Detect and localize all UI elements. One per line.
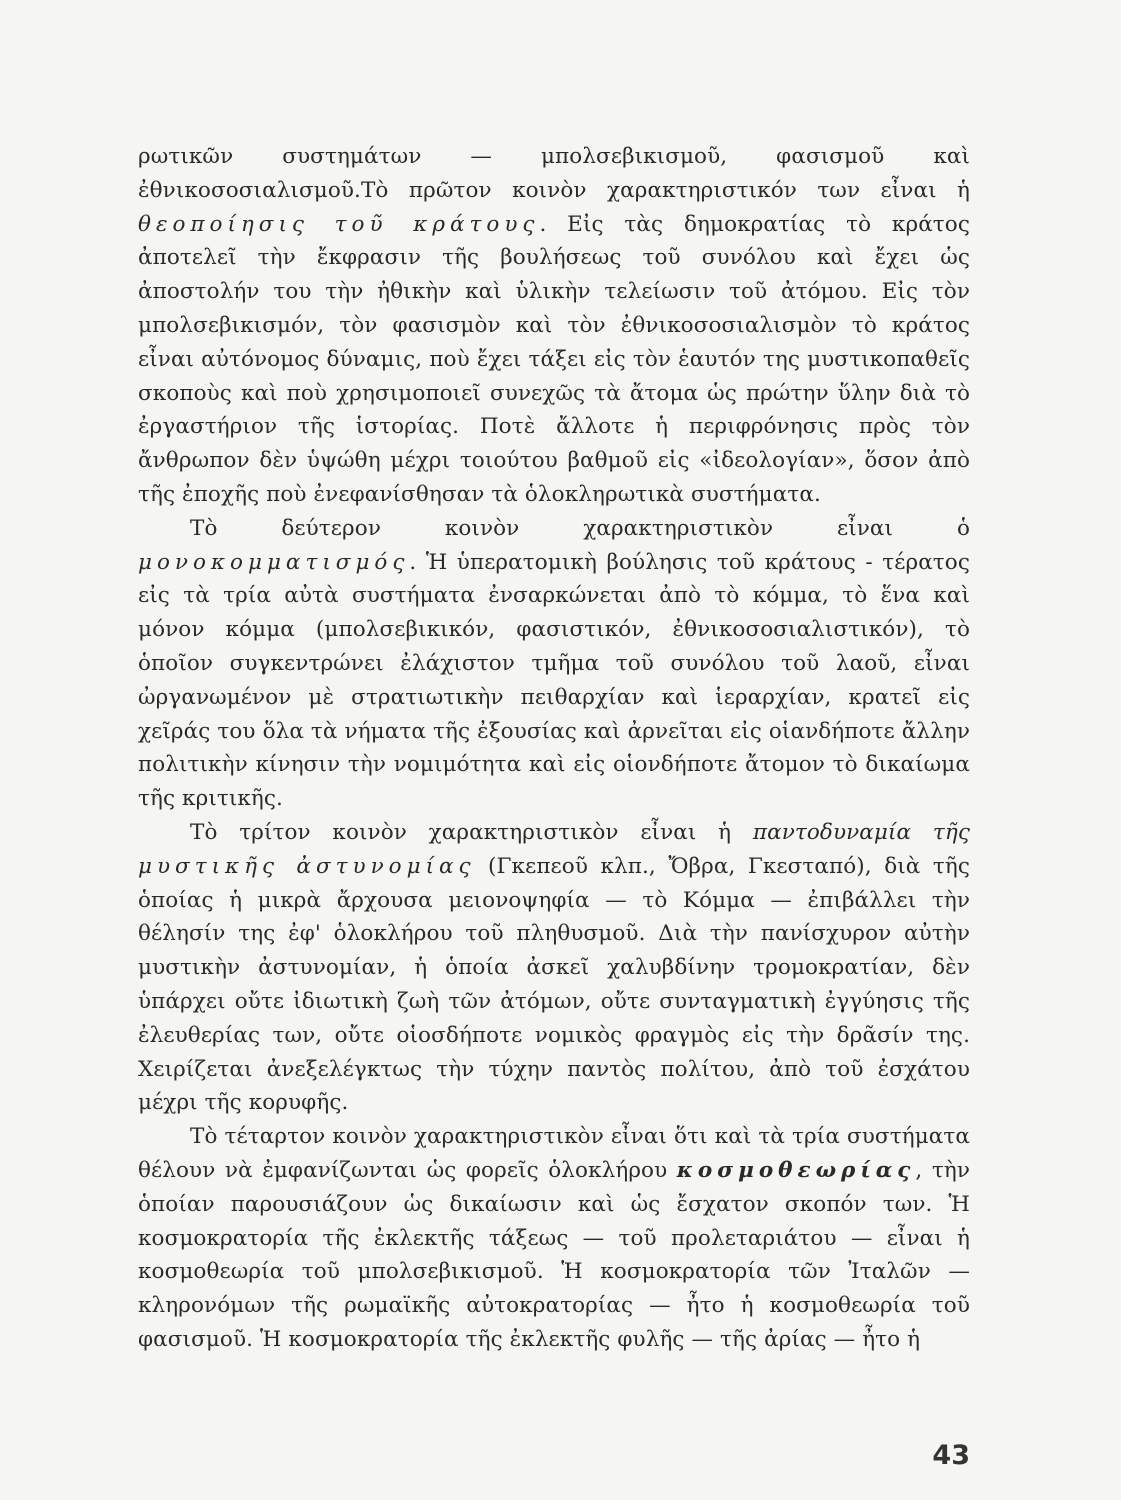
paragraph-1	[138, 140, 970, 512]
paragraph-1-segment-1: ρωτικῶν συστημάτων — μπολσεβικισμοῦ, φασισμοῦ καὶ ἐθνικοσοσιαλισμοῦ.Τὸ πρῶτον κοινὸν χαρακτηριστικόν των εἶναι ἡ	[138, 144, 970, 203]
paragraph-3-emphasis-mystikis-astynomias: μυστικῆς ἀστυνομίας	[138, 853, 476, 879]
paragraph-3-emphasis-pantodynamia: παντοδυναμία τῆς	[752, 819, 970, 845]
body-text	[138, 140, 970, 1357]
paragraph-2-segment-1: Τὸ δεύτερον κοινὸν χαρακτηριστικὸν εἶναι ὁ	[190, 515, 970, 541]
paragraph-1-segment-3: . Εἰς τὰς δημοκρατίας τὸ κράτος ἀποτελεῖ τὴν ἔκφρασιν τῆς βουλήσεως τοῦ συνόλου καὶ ἔχει ὡς ἀποστολήν του τὴν ἠθικὴν καὶ ὑλικὴν τελείωσιν τοῦ ἀτόμου. Εἰς τὸν μπολσεβικισμόν, τὸν φασισμὸν καὶ τὸν ἐθνικοσοσιαλισμὸν τὸ κράτος εἶναι αὐτόνομος δύναμις, ποὺ ἔχει τάξει εἰς τὸν ἑαυτόν της μυστικοπαθεῖς σκοποὺς καὶ ποὺ χρησιμοποιεῖ συνεχῶς τὰ ἄτομα ὡς πρώτην ὕλην διὰ τὸ ἐργαστήριον τῆς ἱστορίας. Ποτὲ ἄλλοτε ἡ περιφρόνησις πρὸς τὸν ἄνθρωπον δὲν ὑψώθη μέχρι τοιούτου βαθμοῦ εἰς «ἰδεολογίαν», ὅσον ἀπὸ τῆς ἐποχῆς ποὺ ἐνεφανίσθησαν τὰ ὁλοκληρωτικὰ συστήματα.	[138, 211, 970, 507]
paragraph-4-segment-1: Τὸ τέταρτον κοινὸν χαρακτηριστικὸν εἶναι ὅτι καὶ τὰ τρία συστήματα θέλουν νὰ ἐμφανίζωνται ὡς φορεῖς ὁλοκλήρου	[138, 1124, 970, 1183]
paragraph-3-segment-1: Τὸ τρίτον κοινὸν χαρακτηριστικὸν εἶναι ἡ	[190, 819, 753, 845]
paragraph-1-emphasis-theopoiesis: θεοποίησις τοῦ κράτους	[138, 211, 540, 237]
paragraph-2-emphasis-monokommatismos: μονοκομματισμός	[138, 549, 410, 575]
paragraph-3-segment-4: (Γκεπεοῦ κλπ., Ὄβρα, Γκεσταπό), διὰ τῆς ὁποίας ἡ μικρὰ ἄρχουσα μειονοψηφία — τὸ Κόμμα — ἐπιβάλλει τὴν θέλησίν της ἐφ' ὁλοκλήρου τοῦ πληθυσμοῦ. Διὰ τὴν πανίσχυρον αὐτὴν μυστικὴν ἀστυνομίαν, ἡ ὁποία ἀσκεῖ χαλυβδίνην τρομοκρατίαν, δὲν ὑπάρχει οὔτε ἰδιωτικὴ ζωὴ τῶν ἀτόμων, οὔτε συνταγματικὴ ἐγγύησις τῆς ἐλευθερίας των, οὔτε οἱοσδήποτε νομικὸς φραγμὸς εἰς τὴν δρᾶσίν της. Χειρίζεται ἀνεξελέγκτως τὴν τύχην παντὸς πολίτου, ἀπὸ τοῦ ἐσχάτου μέχρι τῆς κορυφῆς.	[138, 853, 970, 1116]
paragraph-2	[138, 512, 970, 816]
paragraph-2-segment-3: . Ἡ ὑπερατομικὴ βούλησις τοῦ κράτους - τέρατος εἰς τὰ τρία αὐτὰ συστήματα ἐνσαρκώνεται ἀπὸ τὸ κόμμα, τὸ ἕνα καὶ μόνον κόμμα (μπολσεβικικόν, φασιστικόν, ἐθνικοσοσιαλιστικόν), τὸ ὁποῖον συγκεντρώνει ἐλάχιστον τμῆμα τοῦ συνόλου τοῦ λαοῦ, εἶναι ὠργανωμένον μὲ στρατιωτικὴν πειθαρχίαν καὶ ἱεραρχίαν, κρατεῖ εἰς χεῖράς του ὅλα τὰ νήματα τῆς ἐξουσίας καὶ ἀρνεῖται εἰς οἱανδήποτε ἄλλην πολιτικὴν κίνησιν τὴν νομιμότητα καὶ εἰς οἱονδήποτε ἄτομον τὸ δικαίωμα τῆς κριτικῆς.	[138, 549, 970, 812]
paragraph-4-segment-3: , τὴν ὁποίαν παρουσιάζουν ὡς δικαίωσιν καὶ ὡς ἔσχατον σκοπόν των. Ἡ κοσμοκρατορία τῆς ἐκλεκτῆς τάξεως — τοῦ προλεταριάτου — εἶναι ἡ κοσμοθεωρία τοῦ μπολσεβικισμοῦ. Ἡ κοσμοκρατορία τῶν Ἰταλῶν — κληρονόμων τῆς ρωμαϊκῆς αὐτοκρατορίας — ἦτο ἡ κοσμοθεωρία τοῦ φασισμοῦ. Ἡ κοσμοκρατορία τῆς ἐκλεκτῆς φυλῆς — τῆς ἀρίας — ἦτο ἡ	[138, 1157, 971, 1352]
paragraph-3	[138, 816, 970, 1120]
page-number: 43	[932, 1440, 970, 1471]
paragraph-4	[138, 1120, 970, 1357]
paragraph-4-emphasis-kosmotheorias: κοσμοθεωρίας	[676, 1157, 916, 1183]
